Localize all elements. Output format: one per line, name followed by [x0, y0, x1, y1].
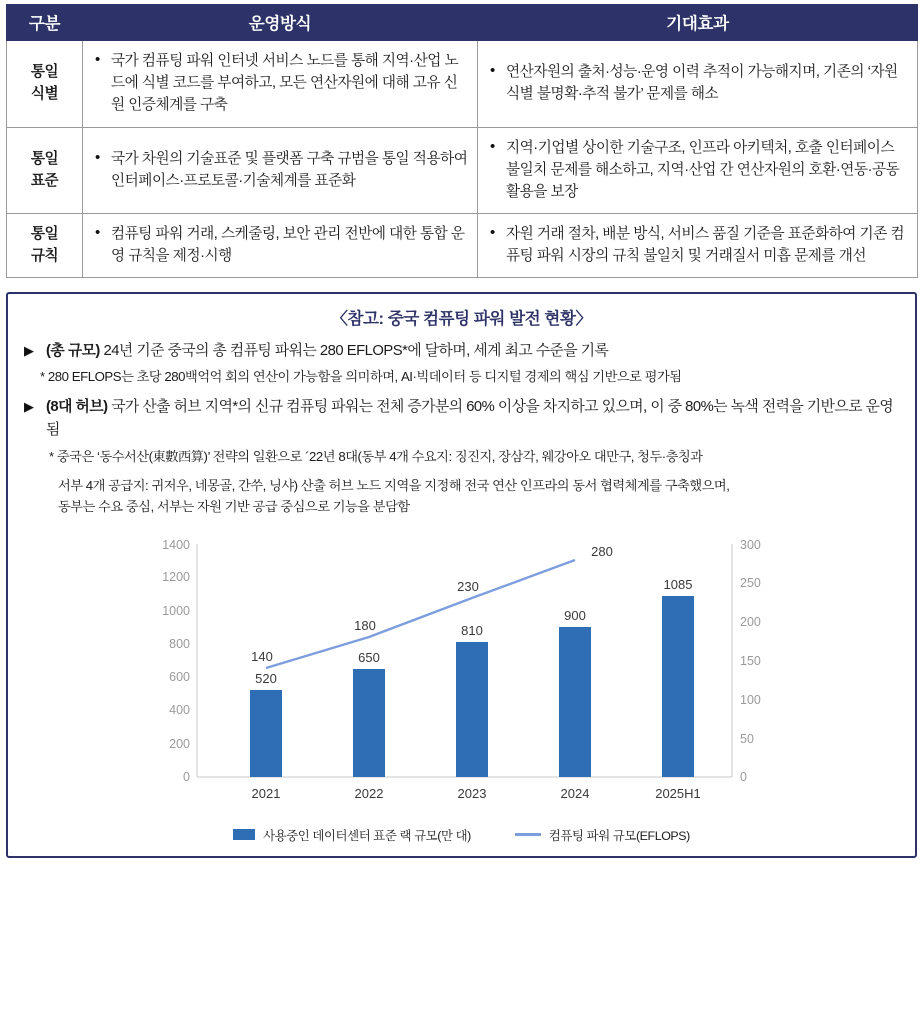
legend-bar-swatch-icon — [233, 829, 255, 840]
svg-text:2024: 2024 — [560, 785, 589, 801]
reference-note-hubs-line3: 동부는 수요 중심, 서부는 자원 기반 공급 중심으로 기능을 분담함 — [58, 499, 410, 515]
chart-container — [122, 532, 802, 844]
bullet-list — [486, 223, 909, 267]
policy-table — [6, 4, 918, 278]
svg-text:650: 650 — [357, 649, 380, 665]
cell-method — [83, 41, 478, 128]
bar-2022 — [353, 669, 385, 777]
svg-text:230: 230 — [456, 578, 479, 594]
svg-text:150: 150 — [739, 653, 761, 668]
svg-text:2023: 2023 — [457, 785, 486, 801]
right-axis-ticks — [740, 538, 761, 784]
reference-item-text: 24년 기준 중국의 총 컴퓨팅 파워는 280 EFLOPS*에 달하며, 세계 최고 수준을 기록 — [99, 343, 609, 360]
legend-label-line: 컴퓨팅 파워 규모(EFLOPS) — [548, 828, 690, 843]
svg-text:1200: 1200 — [161, 569, 190, 584]
row-label-unified-rule — [7, 214, 83, 278]
bullet-item: • 지역·기업별 상이한 기술구조, 인프라 아키텍처, 호출 인터페이스 불일치 문제를 해소하고, 지역·산업 간 연산자원의 호환·연동·공동 활용을 보장 — [486, 137, 909, 204]
triangle-bullet-icon: ▶ — [24, 343, 34, 359]
legend-line-swatch-icon — [515, 833, 541, 836]
bullet-list — [91, 50, 469, 117]
svg-text:0: 0 — [182, 769, 190, 784]
row-label-line2: 식별 — [30, 86, 59, 103]
svg-text:0: 0 — [739, 769, 747, 784]
reference-note-total-scale: * 280 EFLOPS는 초당 280백억억 회의 연산이 가능함을 의미하며, AI·빅데이터 등 디지털 경제의 핵심 기반으로 평가됨 — [40, 369, 682, 385]
svg-text:1085: 1085 — [663, 576, 692, 592]
legend-item-bar — [233, 826, 471, 844]
document-page — [0, 4, 923, 858]
svg-text:200: 200 — [168, 736, 190, 751]
x-axis-category-labels — [251, 786, 700, 801]
row-label-unified-identification — [7, 41, 83, 128]
cell-effect — [478, 41, 918, 128]
svg-text:900: 900 — [563, 607, 586, 623]
svg-text:1000: 1000 — [161, 603, 190, 618]
reference-item-label: (8대 허브) — [46, 398, 108, 415]
left-axis-ticks — [162, 538, 190, 784]
cell-effect — [478, 214, 918, 278]
chart-legend — [122, 826, 802, 844]
bar-2024 — [559, 627, 591, 777]
compute-power-chart — [122, 532, 802, 822]
reference-item-eight-hubs — [22, 396, 901, 442]
bar-2021 — [250, 690, 282, 777]
row-label-unified-standard — [7, 127, 83, 214]
svg-text:2025H1: 2025H1 — [654, 785, 701, 801]
row-label-line1: 통일 — [30, 150, 59, 167]
svg-text:200: 200 — [739, 614, 761, 629]
table-header-row — [7, 5, 918, 41]
bullet-item: • 자원 거래 절차, 배분 방식, 서비스 품질 기준을 표준화하여 기존 컴퓨팅 파워 시장의 규칙 불일치 및 거래질서 미흡 문제를 개선 — [486, 223, 909, 267]
svg-text:50: 50 — [739, 731, 754, 746]
bar-2025h1 — [662, 596, 694, 777]
svg-text:180: 180 — [353, 617, 376, 633]
row-label-line2: 표준 — [30, 172, 59, 189]
triangle-bullet-icon: ▶ — [24, 398, 34, 414]
reference-item-text: 국가 산출 허브 지역*의 신규 컴퓨팅 파워는 전체 증가분의 60% 이상을 차지하고 있으며, 이 중 80%는 녹색 전력을 기반으로 운영됨 — [46, 398, 894, 438]
svg-text:280: 280 — [590, 543, 613, 559]
svg-text:1400: 1400 — [161, 537, 190, 552]
bullet-list — [91, 148, 469, 192]
line-value-labels — [251, 544, 613, 664]
svg-text:2021: 2021 — [251, 785, 280, 801]
svg-text:100: 100 — [739, 692, 761, 707]
cell-effect — [478, 127, 918, 214]
svg-text:400: 400 — [168, 702, 190, 717]
row-label-line1: 통일 — [30, 64, 59, 81]
bullet-item: • 국가 차원의 기술표준 및 플랫폼 구축 규범을 통일 적용하여 인터페이스·프로토콜·기술체계를 표준화 — [91, 148, 469, 192]
reference-box — [6, 292, 917, 857]
svg-text:140: 140 — [250, 648, 273, 664]
bullet-list — [486, 61, 909, 105]
bullet-list — [486, 137, 909, 204]
cell-method — [83, 214, 478, 278]
bullet-item: • 컴퓨팅 파워 거래, 스케줄링, 보안 관리 전반에 대한 통합 운영 규칙을 제정·시행 — [91, 223, 469, 267]
bullet-item: • 연산자원의 출처·성능·운영 이력 추적이 가능해지며, 기존의 ‘자원 식별 불명확·추적 불가’ 문제를 해소 — [486, 61, 909, 105]
bar-2023 — [456, 642, 488, 777]
row-label-line1: 통일 — [30, 226, 59, 243]
svg-text:800: 800 — [168, 636, 190, 651]
column-header-gubun: 구분 — [7, 5, 83, 41]
svg-text:2022: 2022 — [354, 785, 383, 801]
column-header-effect: 기대효과 — [478, 5, 918, 41]
reference-item-total-scale — [22, 340, 901, 363]
bullet-list — [91, 223, 469, 267]
bullet-item: • 국가 컴퓨팅 파워 인터넷 서비스 노드를 통해 지역·산업 노드에 식별 코드를 부여하고, 모든 연산자원에 대해 고유 신원 인증체계를 구축 — [91, 50, 469, 117]
column-header-method: 운영방식 — [83, 5, 478, 41]
line-series-compute-power — [266, 560, 575, 668]
legend-label-bar: 사용중인 데이터센터 표준 랙 규모(만 대) — [263, 828, 471, 843]
svg-text:600: 600 — [168, 669, 190, 684]
table-row — [7, 127, 918, 214]
svg-text:250: 250 — [739, 575, 761, 590]
reference-item-label: (총 규모) — [46, 343, 100, 360]
reference-title: 〈참고: 중국 컴퓨팅 파워 발전 현황〉 — [331, 310, 592, 329]
row-label-line2: 규칙 — [30, 248, 59, 265]
table-row — [7, 214, 918, 278]
reference-note-hubs-line2: 서부 4개 공급지: 귀저우, 네몽골, 간쑤, 닝샤) 산출 허브 노드 지역을 지정해 전국 연산 인프라의 동서 협력체계를 구축했으며, — [58, 477, 730, 493]
cell-method — [83, 127, 478, 214]
legend-item-line — [515, 826, 690, 844]
reference-note-hubs-line1: * 중국은 ‘동수서산(東數西算)’ 전략의 일환으로 ´22년 8대(동부 4개 수요지: 징진지, 장삼각, 웨강아오 대만구, 청두·충칭과 — [49, 448, 703, 464]
svg-text:520: 520 — [254, 670, 277, 686]
svg-text:300: 300 — [739, 537, 761, 552]
svg-text:810: 810 — [460, 622, 483, 638]
table-row — [7, 41, 918, 128]
